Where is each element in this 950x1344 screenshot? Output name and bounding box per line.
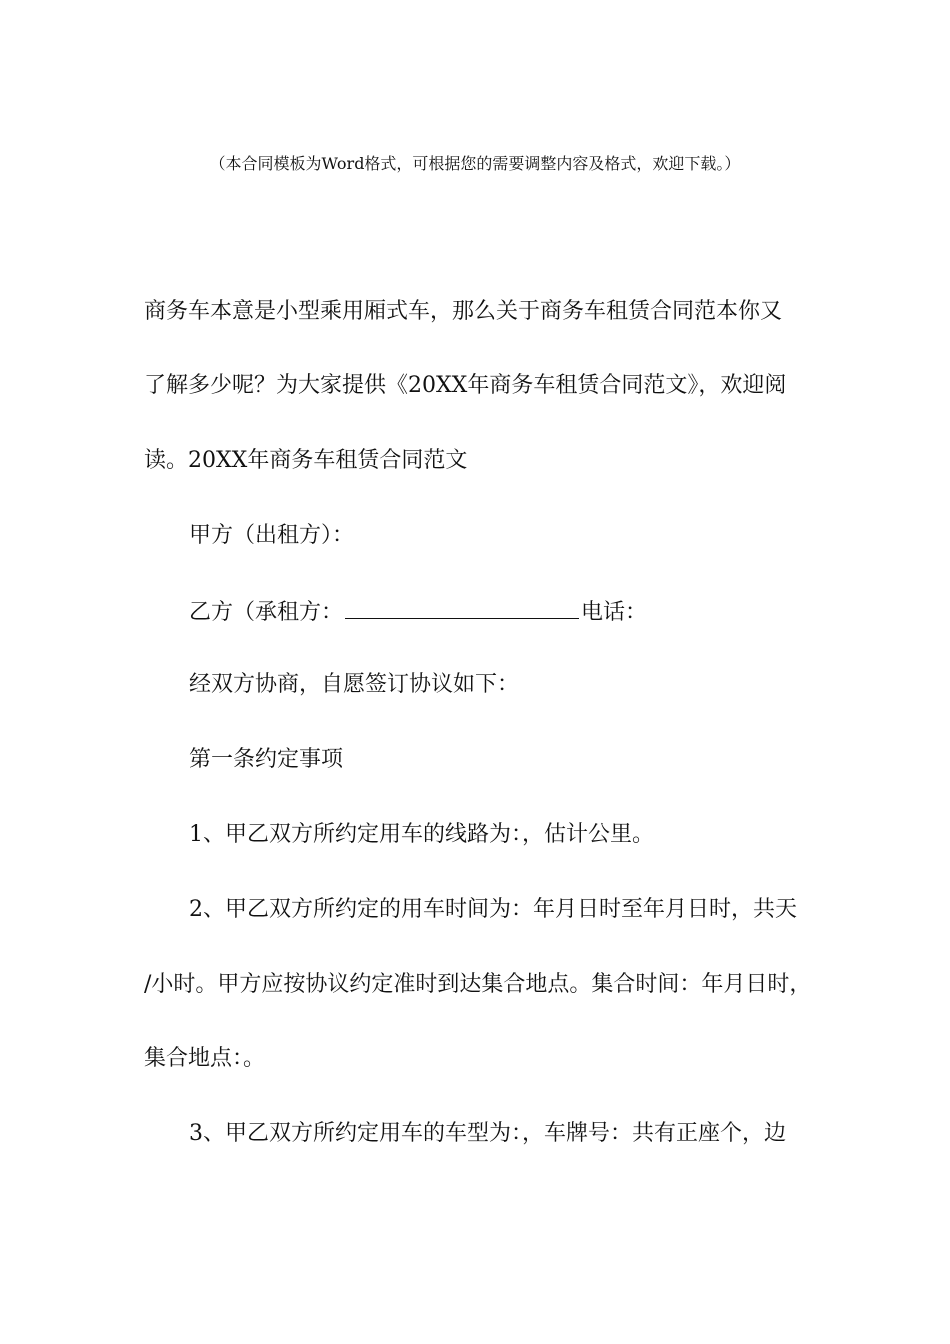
intro-line-3: 读。20XX年商务车租赁合同范文 (144, 448, 468, 473)
agreement-line: 经双方协商，自愿签订协议如下： (189, 672, 520, 697)
article-1-title: 第一条约定事项 (189, 747, 344, 772)
item-2-line-2: /小时。甲方应按协议约定准时到达集合地点。集合时间：年月日时， (144, 972, 812, 997)
item-2-line-3: 集合地点：。 (144, 1046, 266, 1071)
intro-line-1: 商务车本意是小型乘用厢式车，那么关于商务车租赁合同范本你又 (144, 299, 783, 324)
item-3-line-1: 3、甲乙双方所约定用车的车型为：，车牌号：共有正座个，边 (189, 1121, 786, 1146)
party-b-fill-blank (345, 596, 579, 619)
party-b-label: 乙方（承租方： (189, 600, 344, 625)
item-2-line-1: 2、甲乙双方所约定的用车时间为：年月日时至年月日时，共天 (189, 897, 797, 922)
party-b-line (189, 596, 859, 628)
intro-line-2: 了解多少呢？为大家提供《20XX年商务车租赁合同范文》，欢迎阅 (144, 373, 787, 398)
party-a-line: 甲方（出租方）： (189, 523, 355, 548)
party-b-phone-label: 电话： (581, 600, 648, 625)
item-1: 1、甲乙双方所约定用车的线路为：，估计公里。 (189, 822, 654, 847)
template-note: （本合同模板为Word格式，可根据您的需要调整内容及格式，欢迎下载。） (209, 154, 741, 173)
